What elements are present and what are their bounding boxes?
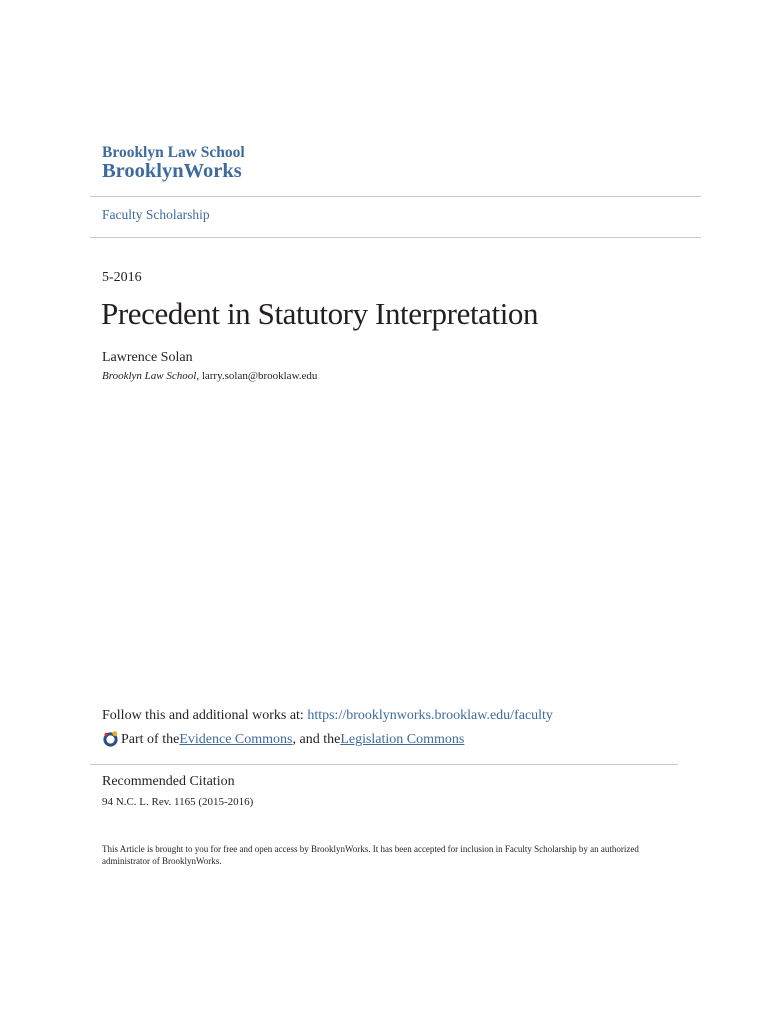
author-email[interactable]: larry.solan@brooklaw.edu [201, 370, 318, 382]
publication-date: 5-2016 [102, 270, 142, 285]
author-affiliation [102, 370, 317, 382]
part-of-line [102, 731, 464, 748]
institution-name[interactable]: Brooklyn Law School [102, 144, 245, 161]
divider [90, 237, 701, 238]
article-title: Precedent in Statutory Interpretation [101, 296, 539, 331]
divider [90, 196, 701, 197]
part-of-prefix: Part of the [121, 731, 180, 747]
access-notice: This Article is brought to you for free and open access by BrooklynWorks. It has been accepted for inclusion in Faculty Scholarship by an authorized administrator of BrooklynWorks. [102, 844, 639, 866]
affiliation-name: Brooklyn Law School [102, 370, 197, 382]
author-name: Lawrence Solan [102, 350, 193, 365]
faculty-url-link[interactable]: https://brooklynworks.brooklaw.edu/faculty [307, 708, 553, 723]
collection-link[interactable]: Faculty Scholarship [102, 207, 210, 222]
repository-name[interactable]: BrooklynWorks [102, 160, 242, 182]
citation-text: 94 N.C. L. Rev. 1165 (2015-2016) [102, 796, 254, 808]
divider [90, 764, 678, 765]
part-of-joiner: , and the [292, 731, 341, 747]
affiliation-separator: , [196, 370, 202, 382]
follow-line [102, 708, 553, 724]
evidence-commons-link[interactable]: Evidence Commons [179, 731, 293, 747]
network-commons-icon [102, 730, 119, 747]
legislation-commons-link[interactable]: Legislation Commons [340, 731, 465, 747]
citation-heading: Recommended Citation [102, 774, 235, 789]
follow-prefix: Follow this and additional works at: [102, 708, 308, 723]
